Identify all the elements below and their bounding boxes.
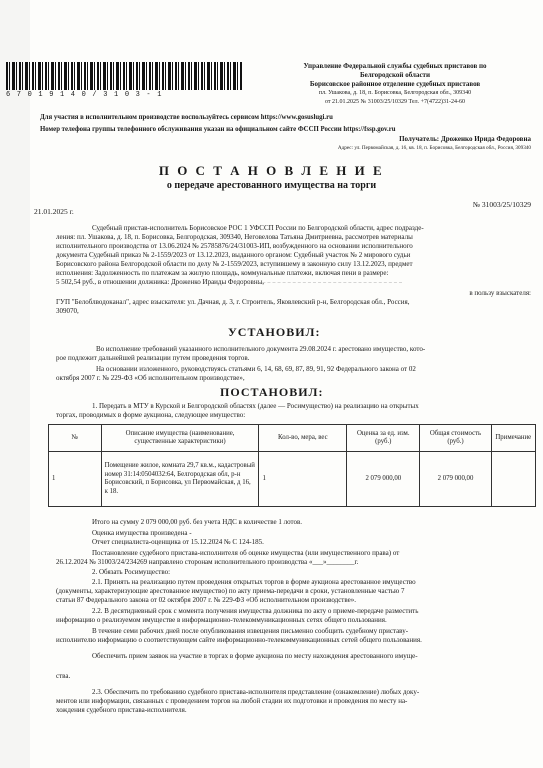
after-2-2-c: В течение семи рабочих дней после опубликования извещения письменно сообщить судебному приставу- [92, 627, 409, 635]
row-price-unit: 2 079 000,00 [347, 452, 420, 507]
after-2-2-b: информацию о реализуемом имуществе в информационно-телекоммуникационных сетях общего пользования. [56, 616, 387, 624]
intro-line-4: документа Судебный приказ № 2-1559/2023 от 13.12.2023, выданного органом: Судебный участок № 2 мирового судьи [56, 251, 411, 259]
after-2-1-b: (документы, характеризующие арестованное имущество) по акту приема-передачи в сроки, установленные частью 7 [56, 587, 405, 595]
recipient-address: Адрес: ул. Первомайская, д. 16, кв. 18, п. Борисовка, Белгородская обл., Россия, 309340 [337, 145, 531, 151]
table-header-row [49, 425, 536, 452]
scan-shadow-left [0, 0, 30, 768]
ustanovil-p2b: октября 2007 г. № 229-ФЗ «Об исполнительном производстве», [56, 374, 245, 382]
after-total: Итого на сумму 2 079 000,00 руб. без учета НДС в количестве 1 лотов. [92, 518, 303, 526]
intro-line-8: ГУП "Белоблводоканал", адрес взыскателя: ул. Дачная, д. 3, г. Строитель, Яковлевский р-н, Белгородская обл., Россия, [56, 298, 410, 306]
after-obligate: 2. Обязать Росимущество: [92, 568, 171, 576]
notice-gosuslugi: Для участия в исполнительном производстве воспользуйтесь сервисом https://www.gosuslugi.ru [40, 114, 333, 121]
after-applications-b: ства. [56, 672, 71, 680]
header-line-3: Борисовское районное отделение судебных приставов [309, 80, 481, 88]
doc-date: 21.01.2025 г. [34, 207, 74, 216]
after-2-3-c: хождения судебного пристава-исполнителя. [56, 706, 187, 714]
redacted-area [232, 282, 402, 289]
intro-line-3: исполнительного производства от 13.06.2024 № 25785876/24/31003-ИП, возбужденного на основании исполнительного [56, 242, 413, 250]
postanovil-p1a: 1. Передать в МТУ в Курской и Белгородской областях (далее — Росимущество) на реализацию на открытых [92, 402, 419, 410]
ustanovil-p2a: На основании изложенного, руководствуясь статьями 6, 14, 68, 69, 87, 89, 91, 92 Федерального закона от 02 [96, 365, 416, 373]
after-2-3-b: ментов или информации, связанных с проведением торгов на любой стадии их подготовки и проведения по месту на- [56, 697, 408, 705]
header-price-unit: Оценка за ед. изм. (руб.) [347, 425, 420, 452]
barcode-number: 6 7 0 1 9 1 4 0 / 3 1 0 3 - 1 [6, 91, 163, 99]
postanovil-p1b: торгах, проводимых в форме аукциона, следующее имущество: [56, 411, 246, 419]
after-2-1-c: статьи 87 Федерального закона от 02 октября 2007 г. № 229-ФЗ «Об исполнительном производстве». [56, 596, 356, 604]
ustanovil-heading: УСТАНОВИЛ: [228, 325, 321, 339]
header-qty: Кол-во, мера, вес [259, 425, 347, 452]
header-note: Примечание [491, 425, 535, 452]
row-qty: 1 [259, 452, 347, 507]
barcode-image [6, 62, 242, 90]
table-row [49, 452, 536, 507]
row-num: 1 [49, 452, 102, 507]
header-line-1: Управление Федеральной службы судебных приставов по [303, 62, 487, 70]
intro-line-9: 309070, [56, 307, 79, 315]
recipient-name: Получатель: Дроженко Ирида Федоровна [399, 135, 531, 143]
intro-line-5: Борисовского района Белгородской области по делу № 2-1559/2023, вступившему в законную силу 13.12.2023, предмет [56, 260, 413, 268]
ustanovil-p1b: рое подлежит дальнейшей реализации путем проведения торгов. [56, 354, 250, 362]
after-report: Отчет специалиста-оценщика от 15.12.2024 № С 124-185. [92, 538, 264, 546]
doc-subtitle: о передаче арестованного имущества на торги [166, 180, 377, 191]
header-line-5: от 21.01.2025 № 31003/25/10329 Тел. +7(4722)31-24-60 [324, 99, 466, 105]
postanovil-heading: ПОСТАНОВИЛ: [220, 385, 324, 399]
after-2-2-a: 2.2. В десятидневный срок с момента получения имущества должника по акту о приеме-передаче разместить [92, 607, 419, 615]
intro-line-7: 5 502,54 руб., в отношении должника: Дроженко Ираиды Федоровны, [56, 278, 265, 286]
doc-title: П О С Т А Н О В Л Е Н И Е [158, 163, 385, 178]
after-applications-a: Обеспечить прием заявок на участие в торгах в форме аукциона по месту нахождения арестованного имуще- [92, 652, 418, 660]
after-2-2-d: исполнителю информацию о соответствующем сайте информационно-телекоммуникационных сетей общего пользования. [56, 636, 422, 644]
doc-number: № 31003/25/10329 [472, 200, 531, 209]
after-decree-1: Постановление судебного пристава-исполнителя об оценке имущества (или имущественного права) от [92, 549, 400, 557]
after-estimate: Оценка имущества произведена - [92, 529, 192, 537]
header-line-2: Белгородской области [359, 71, 431, 79]
header-num: № [49, 425, 102, 452]
header-desc: Описание имущества (наименование, существенные характеристики) [101, 425, 259, 452]
row-note [491, 452, 535, 507]
intro-line-6: исполнения: Задолженность по платежам за жилую площадь, коммунальные платежи, включая пени в размере: [56, 269, 389, 277]
row-desc: Помещение жилое, комната 29,7 кв.м., кадастровый номер 31:14:0504032:64, Белгородская обл, р-н Борисовский, п Борисовка, ул Первомайская, д 16, к 18. [101, 452, 259, 507]
header-line-4: пл. Ушакова, д. 18, п. Борисовка, Белгородская обл., 309340 [318, 90, 472, 96]
after-2-3-a: 2.3. Обеспечить по требованию судебного пристава-исполнителя представление (ознакомление) любых доку- [92, 688, 420, 696]
after-2-1-a: 2.1. Принять на реализацию путем проведения открытых торгов в форме аукциона арестованное имущество [92, 578, 416, 586]
property-table [48, 424, 536, 507]
row-total: 2 079 000,00 [420, 452, 491, 507]
intro-line-1: Судебный пристав-исполнитель Борисовское РОС 1 УФССП России по Белгородской области, адрес подразде- [92, 224, 424, 232]
intro-tail: в пользу взыскателя: [469, 289, 531, 297]
notice-phone: Номер телефона группы телефонного обслуживания указан на официальном сайте ФССП России https://fssp.gov.ru [40, 126, 396, 133]
ustanovil-p1a: Во исполнение требований указанного исполнительного документа 29.08.2024 г. арестовано имущество, кото- [96, 345, 426, 353]
after-decree-2: 26.12.2024 № 31003/24/234269 направлено сторонам исполнительного производства «___»________г. [56, 558, 359, 566]
header-total: Общая стоимость (руб.) [420, 425, 491, 452]
intro-line-2: ления: пл. Ушакова, д. 18, п. Борисовка, Белгородская, 309340, Неговелова Татьяна Дмитриевна, рассмотрев материалы [56, 233, 413, 241]
